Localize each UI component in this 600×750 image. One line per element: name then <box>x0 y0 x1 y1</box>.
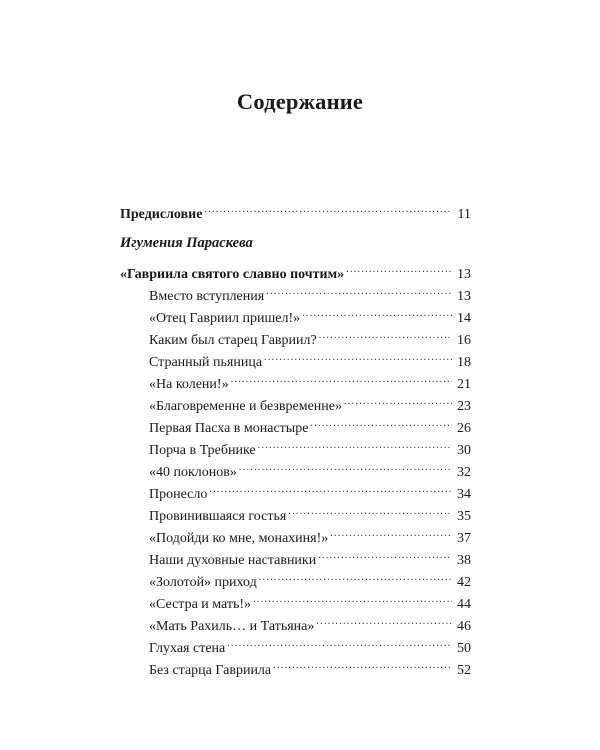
section-author: Игумения Параскева <box>120 235 253 251</box>
toc-entry-page: 32 <box>457 465 471 480</box>
toc-entry-label: «Золотой» приход <box>149 575 257 590</box>
dot-leader <box>204 200 452 218</box>
toc-entry-label: «На колени!» <box>149 377 229 392</box>
toc-entry-page: 13 <box>457 267 471 282</box>
toc-entry[interactable] <box>149 326 471 350</box>
dot-leader <box>344 392 452 410</box>
toc-entry-label: «Подойди ко мне, монахиня!» <box>149 531 329 546</box>
dot-leader <box>231 370 452 388</box>
toc-entry-page: 26 <box>457 421 471 436</box>
toc-entry-page: 18 <box>457 355 471 370</box>
toc-entry-label: «Гавриила святого славно почтим» <box>120 267 345 282</box>
toc-entry-label: Каким был старец Гавриил? <box>149 333 317 348</box>
toc-entry-label: Странный пьяница <box>149 355 263 370</box>
toc-entry[interactable] <box>149 656 471 680</box>
toc-entry-label: «Благовременне и безвременне» <box>149 399 342 414</box>
toc-entry-label: Наши духовные наставники <box>149 553 317 568</box>
dot-leader <box>302 304 452 322</box>
dot-leader <box>253 590 452 608</box>
dot-leader <box>209 480 452 498</box>
dot-leader <box>318 546 452 564</box>
toc-entry-page: 34 <box>457 487 471 502</box>
toc-entry[interactable] <box>149 392 471 416</box>
toc-entry[interactable] <box>149 458 471 482</box>
page-title: Содержание <box>236 89 364 114</box>
toc-entry-page: 11 <box>457 207 471 222</box>
toc-entry[interactable] <box>149 370 471 394</box>
toc-entry-label: Порча в Требнике <box>149 443 256 458</box>
toc-entry-page: 35 <box>457 509 471 524</box>
toc-entry-page: 16 <box>457 333 471 348</box>
dot-leader <box>330 524 452 542</box>
toc-entry-label: «Сестра и мать!» <box>149 597 252 612</box>
toc-entry-label: «Мать Рахиль… и Татьяна» <box>149 619 315 634</box>
toc-entry[interactable] <box>149 590 471 614</box>
toc-entry-page: 38 <box>457 553 471 568</box>
toc-entry-page: 42 <box>457 575 471 590</box>
dot-leader <box>310 414 452 432</box>
toc-entry-label: Глухая стена <box>149 641 226 656</box>
toc-entry[interactable] <box>149 634 471 658</box>
toc-entry-label: Без старца Гавриила <box>149 663 272 678</box>
dot-leader <box>266 282 452 300</box>
dot-leader <box>239 458 452 476</box>
dot-leader <box>316 612 452 630</box>
toc-entry[interactable] <box>149 304 471 328</box>
toc-entry-page: 30 <box>457 443 471 458</box>
toc-entry-page: 50 <box>457 641 471 656</box>
toc-entry-page: 23 <box>457 399 471 414</box>
toc-entry[interactable] <box>149 480 471 504</box>
toc-entry-label: Первая Пасха в монастыре <box>149 421 309 436</box>
toc-entry-label: Пронесло <box>149 487 208 502</box>
toc-entry-label: «40 поклонов» <box>149 465 237 480</box>
toc-entry-page: 46 <box>457 619 471 634</box>
toc-entry-page: 37 <box>457 531 471 546</box>
dot-leader <box>258 436 452 454</box>
dot-leader <box>346 260 452 278</box>
toc-entry[interactable] <box>149 524 471 548</box>
toc-entry-label: «Отец Гавриил пришел!» <box>149 311 301 326</box>
toc-entry[interactable] <box>149 414 471 438</box>
toc-entry[interactable] <box>149 436 471 460</box>
toc-entry-page: 52 <box>457 663 471 678</box>
toc-entry-preface[interactable] <box>120 200 471 224</box>
toc-entry-page: 14 <box>457 311 471 326</box>
toc-entry-label: Вместо вступления <box>149 289 265 304</box>
dot-leader <box>264 348 452 366</box>
toc-entry-label: Предисловие <box>120 207 203 222</box>
toc-entry-page: 13 <box>457 289 471 304</box>
toc-entry-page: 44 <box>457 597 471 612</box>
dot-leader <box>319 326 452 344</box>
toc-entry-page: 21 <box>457 377 471 392</box>
toc-section-heading[interactable] <box>120 260 471 284</box>
toc-entry[interactable] <box>149 282 471 306</box>
dot-leader <box>259 568 452 586</box>
dot-leader <box>288 502 452 520</box>
dot-leader <box>273 656 452 674</box>
toc-entry[interactable] <box>149 546 471 570</box>
toc-entry[interactable] <box>149 348 471 372</box>
toc-entry[interactable] <box>149 612 471 636</box>
dot-leader <box>227 634 452 652</box>
toc-entry-label: Провинившаяся гостья <box>149 509 287 524</box>
toc-entry[interactable] <box>149 568 471 592</box>
toc-entry[interactable] <box>149 502 471 526</box>
